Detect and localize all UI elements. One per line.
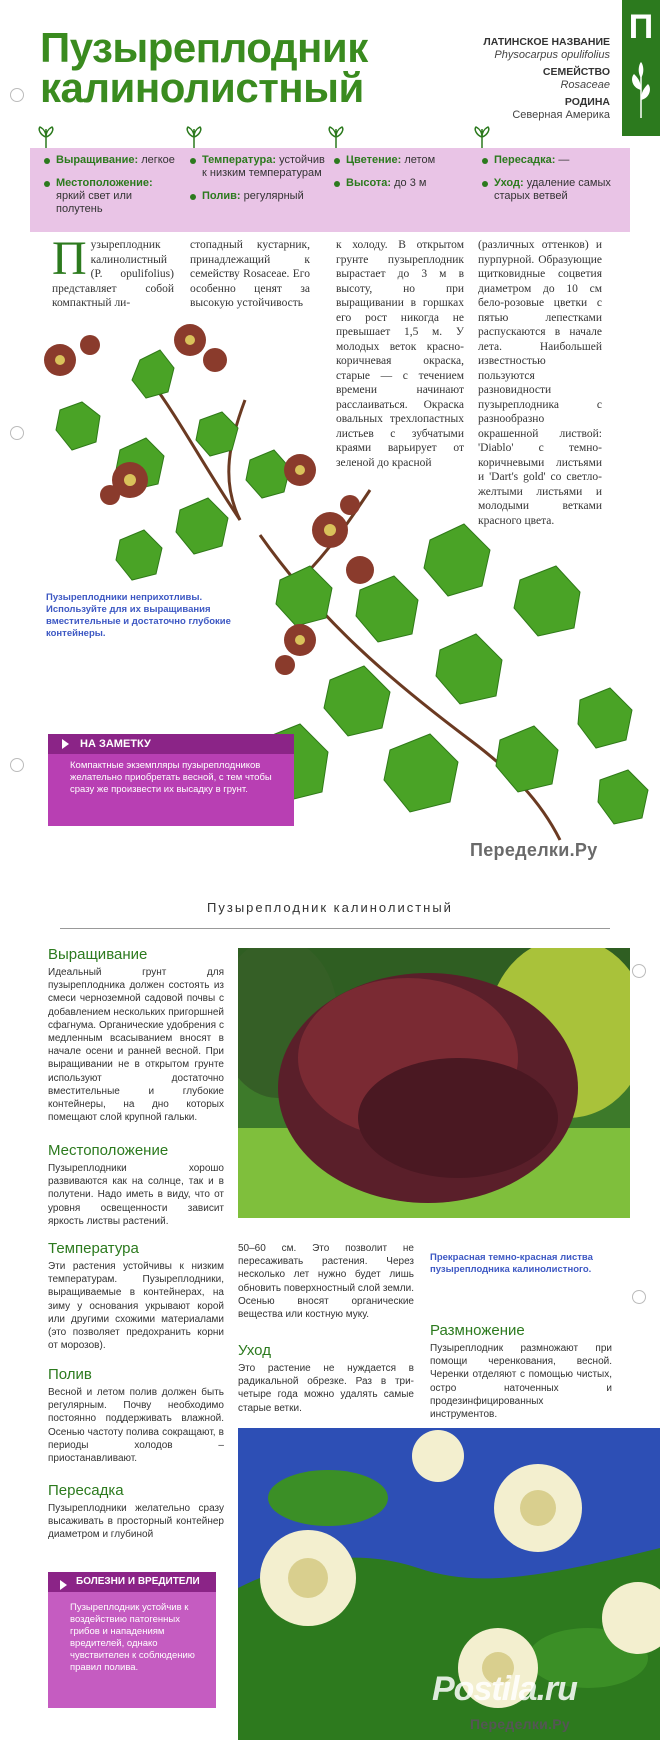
- growing-heading: Выращивание: [48, 946, 148, 963]
- binder-hole: [10, 88, 24, 102]
- care-text: Это растение не нуждается в радикальной обрезке. Раз в три-четыре года можно удалять самые старые ветки.: [238, 1363, 414, 1414]
- running-header: Пузыреплодник калинолистный: [207, 900, 453, 915]
- homeland-label: РОДИНА: [564, 96, 610, 108]
- care-growing: Выращивание: легкое: [44, 154, 179, 167]
- page-2: [0, 880, 660, 1740]
- note-box: [48, 734, 294, 826]
- care-watering: Полив: регулярный: [190, 190, 330, 203]
- location-heading: Местоположение: [48, 1142, 169, 1159]
- arrow-icon: [60, 1580, 67, 1590]
- alphabet-tab: [622, 0, 660, 136]
- disease-box: [48, 1572, 216, 1708]
- care-heading: Уход: [238, 1342, 271, 1359]
- care-column-3: [334, 154, 454, 200]
- intro-column-2: стопадный кустарник, принадлежащий к семейству Rosaceae. Его особенно ценят за высокую устойчивость: [190, 239, 310, 309]
- intro-column-3: к холоду. В открытом грунте пузыреплодник вырастает до 3 м в высоту, но при выращивании в горшках его рост никогда не превышает 1,5 м. У молодых веток красно-коричневая окраска, старые — с течением времени начинают расслаиваться. Окраска овальных трехлопастных листьев с зубчатыми краями варьирует от зеленой до красной: [336, 239, 464, 469]
- plant-caption: Пузыреплодники неприхотливы. Используйте для их выращивания вместительные и достаточно глубокие контейнеры.: [46, 592, 231, 639]
- intro-column-1: Пузыреплодник калинолистный (P. opulifolius) представляет собой компактный ли-: [52, 232, 174, 309]
- watermark: Переделки.Ру: [470, 840, 598, 860]
- intro-column-4: (различных оттенков) и пурпурной. Образующие щитковидные соцветия диаметром до 10 см бело-розовые цветки с пятью лепестками распускаются в начале лета. Наибольшей известностью пользуются разновидности пузыреплодника с разнообразно окрашенной листвой: 'Diablo' с темно-коричневыми листьями и 'Dart's gold' со светло-желтыми листьями и молодыми ветками красного цвета.: [478, 239, 602, 527]
- care-transplant: Пересадка: —: [482, 154, 622, 167]
- family-value: Rosaceae: [560, 79, 610, 91]
- shrub-photo: [238, 948, 630, 1218]
- transplant-text-cont: 50–60 см. Это позволит не пересаживать растения. Через несколько лет нужно будет лишь обновить поверхностный слой земли. Осенью вносят органические вещества или костную муку.: [238, 1243, 414, 1321]
- care-column-4: [482, 154, 622, 213]
- watering-text: Весной и летом полив должен быть регулярным. Почву необходимо постоянно поддерживать влажной. Осенью частоту полива сокращают, в периоды холодов – приостанавливают.: [48, 1387, 224, 1465]
- family-label: СЕМЕЙСТВО: [542, 66, 610, 78]
- location-text: Пузыреплодники хорошо развиваются как на солнце, так и в полутени. Надо иметь в виду, что от уровня освещенности зависит яркость листвы растений.: [48, 1163, 224, 1227]
- transplant-text: Пузыреплодники желательно сразу высаживать в просторный контейнер диаметром и глубиной: [48, 1503, 224, 1541]
- note-title: НА ЗАМЕТКУ: [48, 734, 294, 754]
- drop-cap: П: [52, 232, 87, 285]
- care-height: Высота: до 3 м: [334, 177, 454, 190]
- header-divider: [60, 928, 610, 929]
- tab-letter: П: [628, 8, 654, 46]
- note-text: Компактные экземпляры пузыреплодников желательно приобретать весной, с тем чтобы сразу же произвести их высадку в грунт.: [70, 760, 272, 795]
- care-bloom: Цветение: летом: [334, 154, 454, 167]
- care-maintenance: Уход: удаление самых старых ветвей: [482, 177, 622, 203]
- care-location: Местоположение: яркий свет или полутень: [44, 177, 179, 216]
- care-column-1: [44, 154, 179, 226]
- species-info: [483, 32, 610, 122]
- growing-text: Идеальный грунт для пузыреплодника должен состоять из смеси черноземной садовой почвы с добавлением нескольких пригоршней сфагнума. Органические удобрения с медленным всасыванием вносят в начале осени и ранней весной. При выращивании не в открытом грунте используют достаточно вместительные и глубокие контейнеры, на дно которых помещают слой крупной гальки.: [48, 967, 224, 1124]
- binder-hole: [632, 964, 646, 978]
- care-temperature: Температура: устойчив к низким температурам: [190, 154, 330, 180]
- binder-hole: [632, 1290, 646, 1304]
- disease-text: Пузыреплодник устойчив к воздействию патогенных грибов и нападениям вредителей, однако чувствителен к соблюдению правил полива.: [70, 1602, 195, 1673]
- watermark: Переделки.Ру: [470, 1716, 570, 1732]
- propagation-heading: Размножение: [430, 1322, 525, 1339]
- page-title: Пузыреплодник калинолистный: [40, 24, 368, 111]
- transplant-heading: Пересадка: [48, 1482, 124, 1499]
- sprout-icons: [36, 123, 626, 151]
- arrow-icon: [62, 739, 69, 749]
- postila-watermark: Postila.ru: [432, 1670, 577, 1708]
- leaf-icon: [628, 60, 654, 120]
- latin-name-label: ЛАТИНСКОЕ НАЗВАНИЕ: [483, 36, 610, 48]
- homeland-value: Северная Америка: [512, 109, 610, 121]
- care-summary: [30, 148, 630, 232]
- shrub-caption: Прекрасная темно-красная листва пузыреплодника калинолистного.: [430, 1252, 593, 1275]
- care-column-2: [190, 154, 330, 213]
- watering-heading: Полив: [48, 1366, 92, 1383]
- disease-title: БОЛЕЗНИ И ВРЕДИТЕЛИ: [48, 1572, 216, 1592]
- latin-name-value: Physocarpus opulifolius: [494, 49, 610, 61]
- propagation-text: Пузыреплодник размножают при помощи черенкования, весной. Черенки отделяют с помощью чистых, остро наточенных и продезинфицированных инструментов.: [430, 1343, 612, 1421]
- temperature-heading: Температура: [48, 1240, 139, 1257]
- temperature-text: Эти растения устойчивы к низким температурам. Пузыреплодники, выращиваемые в контейнерах, на зиму у основания укрывают корой или другими схожими материалами (это позволяет предохранить корни от морозов).: [48, 1261, 224, 1352]
